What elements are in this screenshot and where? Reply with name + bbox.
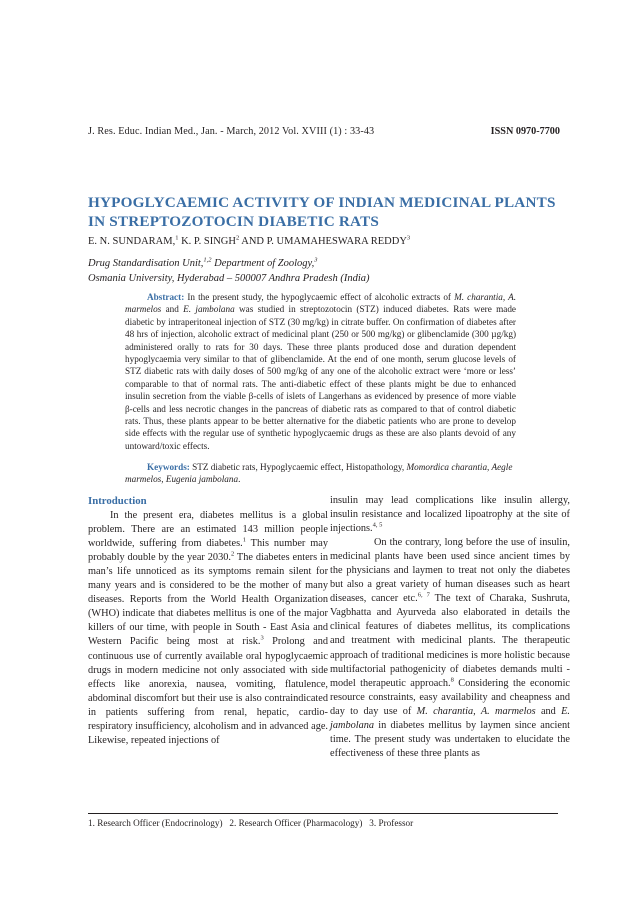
author-3: AND P. UMAMAHESWARA REDDY bbox=[239, 236, 407, 247]
affiliation-dept: Department of Zoology, bbox=[211, 258, 315, 269]
abstract-species-1: M. charantia, A. marmelos bbox=[125, 292, 517, 315]
paper-title bbox=[88, 193, 558, 231]
intro-paragraph-2 bbox=[330, 536, 570, 761]
author-3-mark: 3 bbox=[406, 234, 411, 242]
intro-paragraph-1-cont bbox=[330, 494, 570, 536]
abstract-text-1: In the present study, the hypoglycaemic effect of alcoholic extracts of bbox=[184, 292, 455, 302]
abstract-text-2: and bbox=[161, 304, 184, 315]
intro-text-10: in diabetes mellitus by laymen since ancient time. The present study was undertaken to elucidate the effectiveness of these three plants as bbox=[330, 719, 570, 759]
abstract-species-2: E. jambolana bbox=[183, 304, 235, 315]
ref-1: 1 bbox=[242, 536, 246, 544]
keywords-label: Keywords: bbox=[147, 462, 190, 472]
affiliation-line-2: Osmania University, Hyderabad – 500007 Andhra Pradesh (India) bbox=[88, 273, 370, 284]
keywords-text: STZ diabetic rats, Hypoglycaemic effect, Histopathology, bbox=[189, 462, 407, 472]
intro-text-8: Considering the economic resource constraints, easy availability and cheapness and day to day use of bbox=[330, 677, 570, 717]
author-1: E. N. SUNDARAM, bbox=[88, 236, 176, 247]
intro-text-3: The diabetes enters in man’s life unnoticed as its symptoms remain silent for many years and is considered to be the mother of many diseases. Reports from the World Health Organization (WHO) indicate that diabetes mellitus is one of the major killers of our time, with people in South - East Asia and Western Pacific being most at risk. bbox=[88, 552, 329, 648]
intro-text-7: The text of Charaka, Sushruta, Vagbhatta and Ayurveda also elaborated in details the clinical features of diabetes mellitus, its complications and treatment with medicinal plants. The therapeutic approach of traditional medicines is more holistic because multifactorial pathogenicity of diabetes demands multi - model therapeutic approach. bbox=[330, 593, 570, 689]
intro-text-6: On the contrary, long before the use of insulin, medicinal plants have been used since ancient times by the physicians and laymen to treat not only the diabetes but also a great variety of human diseases such as heart diseases, cancer etc. bbox=[330, 537, 570, 605]
affiliation bbox=[88, 256, 370, 286]
intro-text-2: This number may probably double by the year 2030. bbox=[88, 538, 328, 564]
issn: ISSN 0970-7700 bbox=[490, 126, 560, 137]
keywords-species: Momordica charantia, Aegle marmelos, Eugenia jambolana bbox=[125, 462, 513, 485]
title-line-1: HYPOGLYCAEMIC ACTIVITY OF INDIAN MEDICINAL PLANTS bbox=[88, 194, 556, 211]
affiliation-line-1 bbox=[88, 256, 370, 271]
ref-2: 2 bbox=[230, 550, 235, 558]
body-column-left bbox=[88, 494, 328, 748]
author-1-mark: 1 bbox=[175, 234, 179, 242]
ref-4-5: 4, 5 bbox=[372, 521, 383, 529]
author-2: K. P. SINGH bbox=[178, 236, 236, 247]
body-column-right bbox=[330, 494, 570, 761]
intro-paragraph-1 bbox=[88, 509, 328, 748]
intro-species-1: M. charantia, A. marmelos bbox=[416, 705, 536, 717]
ref-6-7: 6, 7 bbox=[417, 591, 430, 599]
intro-text-5: insulin may lead complications like insulin allergy, insulin resistance and localized lipoatrophy at the site of injections. bbox=[330, 495, 570, 535]
intro-text-1: In the present era, diabetes mellitus is a global problem. There are an estimated 143 million people worldwide, suffering from diabetes. bbox=[88, 510, 328, 550]
section-heading-introduction: Introduction bbox=[88, 495, 147, 507]
abstract-text-3: was studied in streptozotocin (STZ) induced diabetes. Rats were made diabetic by intraperitoneal injection of STZ (30 mg/kg) in citrate buffer. On confirmation of diabetes after 48 hrs of injection, alcoholic extract of medicinal plant (250 or 500 mg/kg) or glibenclamide (300 µg/kg) administered orally to rats for 30 days. These three plants produced dose and duration dependent hypoglycaemia very similar to that of glibenclamide. At the end of one month, serum glucose levels of STZ diabetic rats with daily doses of 500 mg/kg of any one of the alcoholic extract were ‘more or less’ comparable to that of normal rats. The anti-diabetic effect of these plants might be due to enhanced insulin secretion from the viable β-cells of islets of Langerhans as evidenced by presence of more viable β-cells and less necrotic changes in the pancreas of diabetic rats as compared to that of control diabetic rats. Thus, these plants appear to be better alternative for the diabetic patients who are prone to develop side effects with the regular use of synthetic hypoglycaemic drugs as these are also plants devoid of any untoward/toxic effects. bbox=[125, 304, 517, 451]
abstract-label: Abstract: bbox=[147, 292, 185, 302]
keywords bbox=[125, 461, 516, 486]
footnote: 1. Research Officer (Endocrinology) 2. Research Officer (Pharmacology) 3. Professor bbox=[88, 818, 414, 828]
affiliation-dept-mark: 3 bbox=[314, 256, 318, 264]
ref-8: 8 bbox=[450, 676, 454, 684]
title-line-2: IN STREPTOZOTOCIN DIABETIC RATS bbox=[88, 213, 380, 230]
intro-text-4: Prolong and continuous use of currently available oral hypoglycaemic drugs in modern medicine not only associated with side effects like anorexia, nausea, vomiting, flatulence, abdominal discomfort but their use is also contraindicated in patients suffering from renal, hepatic, cardio-respiratory insufficiency, alcoholism and in advanced age. Likewise, repeated injections of bbox=[88, 636, 328, 746]
ref-3: 3 bbox=[260, 635, 264, 643]
abstract bbox=[125, 291, 516, 452]
authors bbox=[88, 236, 410, 247]
affiliation-unit: Drug Standardisation Unit, bbox=[88, 258, 204, 269]
author-2-mark: 2 bbox=[235, 234, 240, 242]
keywords-end: . bbox=[238, 474, 241, 485]
intro-text-9: and bbox=[535, 705, 562, 717]
footnote-rule bbox=[88, 813, 558, 814]
intro-species-2: E. jambolana bbox=[330, 705, 570, 731]
affiliation-unit-mark: 1,2 bbox=[203, 256, 212, 264]
journal-citation: J. Res. Educ. Indian Med., Jan. - March, 2012 Vol. XVIII (1) : 33-43 bbox=[88, 126, 375, 137]
